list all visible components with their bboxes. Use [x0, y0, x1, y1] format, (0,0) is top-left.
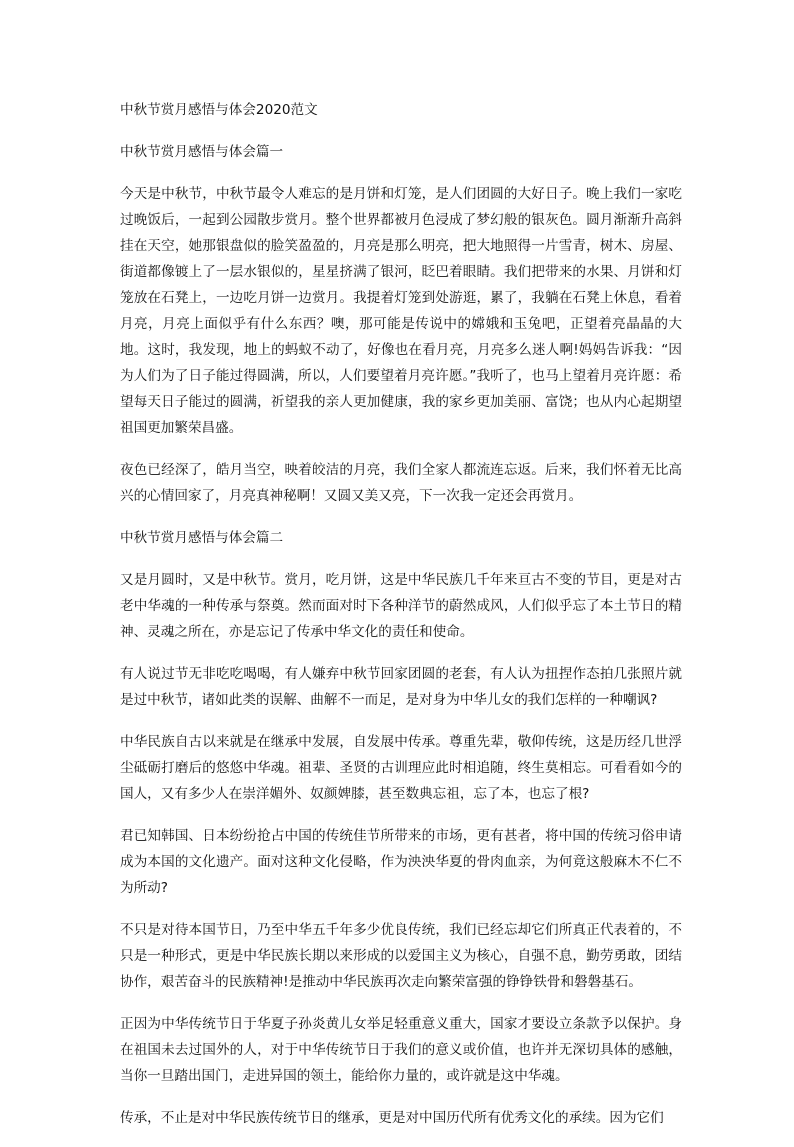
document-page	[120, 97, 682, 1147]
section-2-paragraph-2: 有人说过节无非吃吃喝喝，有人嫌弃中秋节回家团圆的老套，有人认为扭捏作态拍几张照片就是过中秋节，诸如此类的误解、曲解不一而足，是对身为中华儿女的我们怎样的一种嘲讽?	[120, 666, 682, 708]
section-2-paragraph-6: 正因为中华传统节日于华夏子孙炎黄儿女举足轻重意义重大，国家才要设立条款予以保护。身在祖国未去过国外的人，对于中华传统节日于我们的意义或价值，也许并无深切具体的感触，当你一旦踏出国门，走进异国的领土，能给你力量的，或许就是这中华魂。	[120, 1016, 682, 1084]
section-2-paragraph-4: 君已知韩国、日本纷纷抢占中国的传统佳节所带来的市场，更有甚者，将中国的传统习俗申请成为本国的文化遗产。面对这种文化侵略，作为泱泱华夏的骨肉血亲，为何竟这般麻木不仁不为所动?	[120, 828, 682, 896]
section-1-heading: 中秋节赏月感悟与体会篇一	[120, 144, 284, 160]
section-1-paragraph-2: 夜色已经深了，皓月当空，映着皎洁的月亮，我们全家人都流连忘返。后来，我们怀着无比高兴的心情回家了，月亮真神秘啊！又圆又美又亮，下一次我一定还会再赏月。	[120, 462, 682, 504]
section-2-paragraph-3: 中华民族自古以来就是在继承中发展，自发展中传承。尊重先辈，敬仰传统，这是历经几世浮尘砥砺打磨后的悠悠中华魂。祖辈、圣贤的古训理应此时相追随，终生莫相忘。可看看如今的国人，又有多少人在崇洋媚外、奴颜婢膝，甚至数典忘祖，忘了本，也忘了根?	[120, 734, 682, 802]
section-1-paragraph-1: 今天是中秋节，中秋节最令人难忘的是月饼和灯笼，是人们团圆的大好日子。晚上我们一家吃过晚饭后，一起到公园散步赏月。整个世界都被月色浸成了梦幻般的银灰色。圆月渐渐升高斜挂在天空，她那银盘似的脸笑盈盈的，月亮是那么明亮，把大地照得一片雪青，树木、房屋、街道都像镀上了一层水银似的，星星挤满了银河，眨巴着眼睛。我们把带来的水果、月饼和灯笼放在石凳上，一边吃月饼一边赏月。我提着灯笼到处游逛，累了，我躺在石凳上休息，看着月亮，月亮上面似乎有什么东西？噢，那可能是传说中的嫦娥和玉兔吧，正望着亮晶晶的大地。这时，我发现，地上的蚂蚁不动了，好像也在看月亮，月亮多么迷人啊!妈妈告诉我：“因为人们为了日子能过得圆满，所以，人们要望着月亮许愿。”我听了，也马上望着月亮许愿：希望每天日子能过的圆满，祈望我的亲人更加健康，我的家乡更加美丽、富饶；也从内心起期望祖国更加繁荣昌盛。	[120, 186, 682, 436]
section-2-heading: 中秋节赏月感悟与体会篇二	[120, 530, 284, 546]
section-2-paragraph-5: 不只是对待本国节日，乃至中华五千年多少优良传统，我们已经忘却它们所真正代表着的，不只是一种形式，更是中华民族长期以来形成的以爱国主义为核心，自强不息，勤劳勇敢，团结协作，艰苦奋斗的民族精神!是推动中华民族再次走向繁荣富强的铮铮铁骨和磐磐基石。	[120, 922, 682, 990]
document-title: 中秋节赏月感悟与体会2020范文	[120, 102, 318, 118]
section-2-paragraph-1: 又是月圆时，又是中秋节。赏月，吃月饼，这是中华民族几千年来亘古不变的节目，更是对古老中华魂的一种传承与祭奠。然而面对时下各种洋节的蔚然成风，人们似乎忘了本土节日的精神、灵魂之所在，亦是忘记了传承中华文化的责任和使命。	[120, 572, 682, 640]
section-2-paragraph-7: 传承，不止是对中华民族传统节日的继承，更是对中国历代所有优秀文化的承续。因为它们	[120, 1110, 664, 1126]
